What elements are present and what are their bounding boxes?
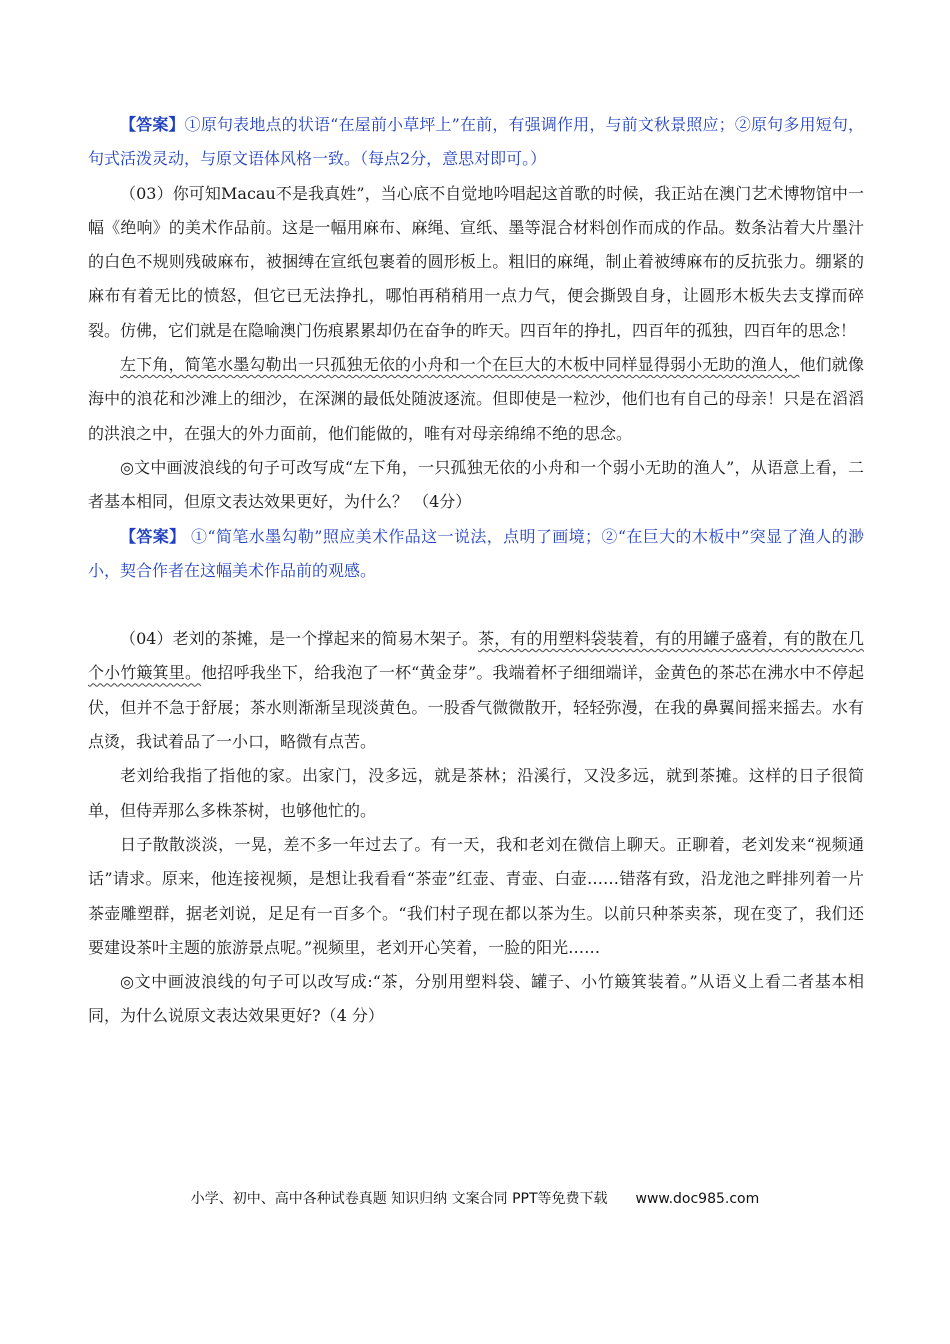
- paragraph-start: （04）老刘的茶摊，是一个撑起来的简易木架子。: [120, 629, 479, 649]
- passage-03-paragraph-2: [88, 348, 864, 451]
- answer-label: 【答案】: [120, 526, 186, 546]
- page-footer: [0, 1188, 950, 1208]
- wavy-underlined-sentence: 茶，有的用塑料袋装着，有的用罐子盛着，有的散在几个小竹簸箕里。: [88, 629, 864, 683]
- paragraph-rest: 他们就像海中的浪花和沙滩上的细沙，在深渊的最低处随波逐流。但即使是一粒沙，他们也有自己的母亲！只是在滔滔的洪浪之中，在强大的外力面前，他们能做的，唯有对母亲绵绵不绝的思念。: [88, 355, 864, 443]
- question-03: ◎文中画波浪线的句子可改写成“左下角，一只孤独无依的小舟和一个弱小无助的渔人”，从语意上看，二者基本相同，但原文表达效果更好，为什么？ （4分）: [88, 457, 864, 512]
- passage-03-paragraph-1: （03）你可知Macau不是我真姓”，当心底不自觉地吟唱起这首歌的时候，我正站在澳门艺术博物馆中一幅《绝响》的美术作品前。这是一幅用麻布、麻绳、宣纸、墨等混合材料创作而成的作品。数条沾着大片墨汁的白色不规则残破麻布，被捆缚在宣纸包裹着的圆形板上。粗旧的麻绳，制止着被缚麻布的反抗张力。绷紧的麻布有着无比的愤怒，但它已无法挣扎，哪怕再稍稍用一点力气，便会撕毁自身，让圆形木板失去支撑而碎裂。仿佛，它们就是在隐喻澳门伤痕累累却仍在奋争的昨天。四百年的挣扎，四百年的孤独，四百年的思念！: [88, 183, 864, 340]
- wavy-underlined-sentence: 左下角，简笔水墨勾勒出一只孤独无依的小舟和一个在巨大的木板中同样显得弱小无助的渔人，: [120, 355, 800, 375]
- answer-label: 【答案】: [120, 115, 185, 134]
- document-body: [88, 108, 864, 1034]
- answer-text: ①“简笔水墨勾勒”照应美术作品这一说法，点明了画境；②“在巨大的木板中”突显了渔人的渺小，契合作者在这幅美术作品前的观感。: [88, 526, 864, 580]
- paragraph-rest: 他招呼我坐下，给我泡了一杯“黄金芽”。我端着杯子细细端详，金黄色的茶芯在沸水中不停起伏，但并不急于舒展；茶水则渐渐呈现淡黄色。一股香气微微散开，轻轻弥漫，在我的鼻翼间摇来摇去。水有点烫，我试着品了一小口，略微有点苦。: [88, 663, 864, 752]
- footer-website-link[interactable]: www.doc985.com: [635, 1191, 760, 1207]
- answer-1: [88, 108, 864, 177]
- footer-text: 小学、初中、高中各种试卷真题 知识归纳 文案合同 PPT等免费下载: [190, 1191, 608, 1207]
- passage-04-paragraph-3: 日子散散淡淡，一晃，差不多一年过去了。有一天，我和老刘在微信上聊天。正聊着，老刘发来“视频通话”请求。原来，他连接视频，是想让我看看“茶壶”红壶、青壶、白壶……错落有致，沿龙池之畔排列着一片茶壶雕塑群，据老刘说，足足有一百多个。“我们村子现在都以茶为生。以前只种茶卖茶，现在变了，我们还要建设茶叶主题的旅游景点呢。”视频里，老刘开心笑着，一脸的阳光……: [88, 834, 864, 957]
- answer-text: ①原句表地点的状语“在屋前小草坪上”在前，有强调作用，与前文秋景照应；②原句多用短句，句式活泼灵动，与原文语体风格一致。（每点2分，意思对即可。）: [88, 115, 864, 169]
- answer-03: [88, 520, 864, 589]
- passage-04-paragraph-2: 老刘给我指了指他的家。出家门，没多远，就是茶林；沿溪行，又没多远，就到茶摊。这样的日子很简单，但侍弄那么多株茶树，也够他忙的。: [88, 766, 864, 820]
- question-04: ◎文中画波浪线的句子可以改写成:“茶，分别用塑料袋、罐子、小竹簸箕装着。”从语义上看二者基本相同，为什么说原文表达效果更好?（4 分）: [88, 972, 864, 1026]
- passage-04-paragraph-1: [88, 622, 864, 759]
- section-gap: [88, 588, 864, 622]
